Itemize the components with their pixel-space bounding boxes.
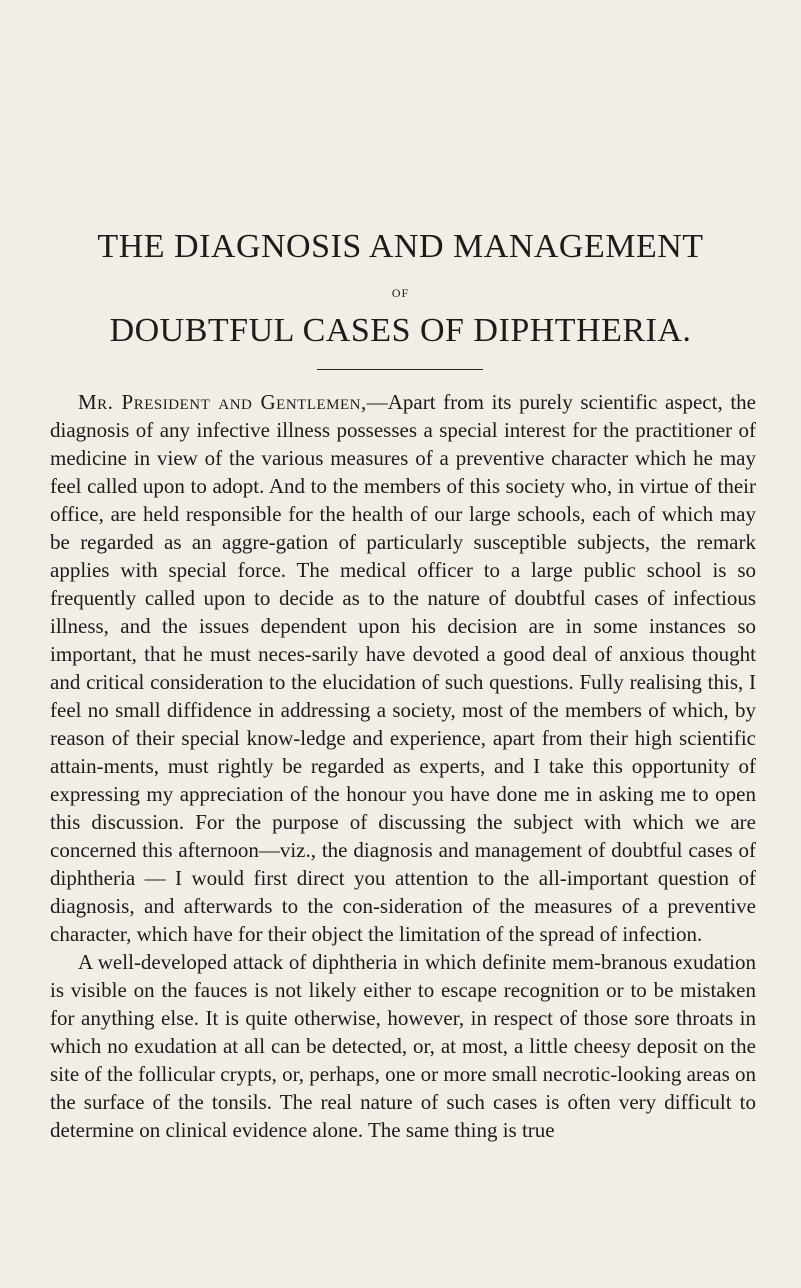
title-line-2: DOUBTFUL CASES OF DIPHTHERIA. — [109, 312, 692, 349]
paragraph-2 — [50, 948, 756, 1144]
title-rule — [317, 369, 483, 370]
paragraph-1 — [50, 388, 756, 948]
body-text — [50, 388, 756, 1144]
title-line-1: THE DIAGNOSIS AND MANAGEMENT — [97, 228, 704, 265]
paragraph-2-text: A well-developed attack of diphtheria in which definite mem-branous exudation is visible on the fauces is not likely either to escape recognition or to be mistaken for anything else. It is quite otherwise, however, in respect of those sore throats in which no exudation at all can be detected, or, at most, a little cheesy deposit on the site of the follicular crypts, or, perhaps, one or more small necrotic-looking areas on the surface of the tonsils. The real nature of such cases is often very difficult to determine on clinical evidence alone. The same thing is true — [50, 950, 756, 1142]
paragraph-1-text: —Apart from its purely scientific aspect, the diagnosis of any infective illness possesses a special interest for the practitioner of medicine in view of the various measures of a preventive character which he may feel called upon to adopt. And to the members of this society who, in virtue of their office, are held responsible for the health of our large schools, each of which may be regarded as an aggre-gation of particularly susceptible subjects, the remark applies with special force. The medical officer to a large public school is so frequently called upon to decide as to the nature of doubtful cases of infectious illness, and the issues dependent upon his decision are in some instances so important, that he must neces-sarily have devoted a good deal of anxious thought and critical consideration to the elucidation of such questions. Fully realising this, I feel no small diffidence in addressing a society, most of the members of which, by reason of their special know-ledge and experience, apart from their high scientific attain-ments, must rightly be regarded as experts, and I take this opportunity of expressing my appreciation of the honour you have done me in asking me to open this discussion. For the purpose of discussing the subject with which we are concerned this afternoon—viz., the diagnosis and management of doubtful cases of diphtheria — I would first direct you attention to the all-important question of diagnosis, and afterwards to the con-sideration of the measures of a preventive character, which have for their object the limitation of the spread of infection. — [50, 390, 756, 946]
title-connector: OF — [391, 286, 410, 300]
salutation: Mr. President and Gentlemen, — [78, 390, 367, 414]
